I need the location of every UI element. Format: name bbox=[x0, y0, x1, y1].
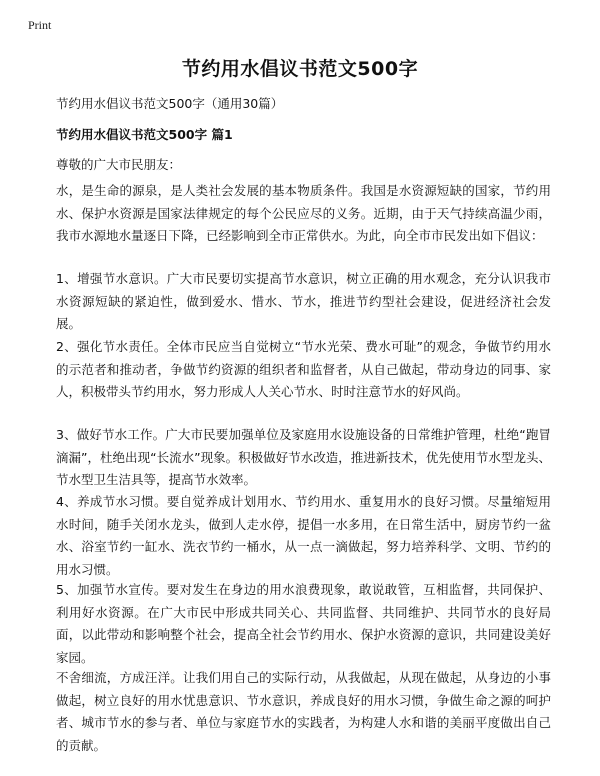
document-title: 节约用水倡议书范文500字 bbox=[181, 58, 419, 80]
print-link[interactable]: Print bbox=[28, 18, 52, 32]
document-subtitle: 节约用水倡议书范文500字（通用30篇） bbox=[56, 96, 284, 111]
paragraph-item-3: 3、做好节水工作。广大市民要加强单位及家庭用水设施设备的日常维护管理，杜绝“跑冒滴漏”，杜绝出现“长流水”现象。积极做好节水改造，推进新技术，优先使用节水型龙头、节水型卫生洁具等，提高节水效率。 bbox=[56, 427, 551, 487]
paragraph-item-1: 1、增强节水意识。广大市民要切实提高节水意识，树立正确的用水观念，充分认识我市水资源短缺的紧迫性，做到爱水、惜水、节水，推进节约型社会建设，促进经济社会发展。 bbox=[56, 271, 551, 331]
greeting: 尊敬的广大市民朋友： bbox=[56, 157, 182, 172]
paragraph-closing: 不舍细流，方成汪洋。让我们用自己的实际行动，从我做起，从现在做起，从身边的小事做起，树立良好的用水忧患意识、节水意识，养成良好的用水习惯，争做生命之源的呵护者、城市节水的参与者、单位与家庭节水的实践者，为构建人水和谐的美丽平度做出自己的贡献。 bbox=[56, 670, 551, 753]
paragraph-item-2: 2、强化节水责任。全体市民应当自觉树立“节水光荣、费水可耻”的观念，争做节约用水的示范者和推动者，争做节约资源的组织者和监督者，从自己做起，带动身边的同事、家人，积极带头节约用水，努力形成人人关心节水、时时注意节水的好风尚。 bbox=[56, 339, 551, 399]
paragraph-intro: 水，是生命的源泉，是人类社会发展的基本物质条件。我国是水资源短缺的国家，节约用水、保护水资源是国家法律规定的每个公民应尽的义务。近期，由于天气持续高温少雨，我市水源地水量逐日下降，已经影响到全市正常供水。为此，向全市市民发出如下倡议： bbox=[56, 183, 551, 243]
section-heading: 节约用水倡议书范文500字 篇1 bbox=[56, 127, 233, 142]
paragraph-item-5: 5、加强节水宣传。要对发生在身边的用水浪费现象，敢说敢管，互相监督，共同保护、利用好水资源。在广大市民中形成共同关心、共同监督、共同维护、共同节水的良好局面，以此带动和影响整个社会，提高全社会节约用水、保护水资源的意识，共同建设美好家园。 bbox=[56, 582, 551, 665]
paragraph-item-4: 4、养成节水习惯。要自觉养成计划用水、节约用水、重复用水的良好习惯。尽量缩短用水时间，随手关闭水龙头，做到人走水停，提倡一水多用，在日常生活中，厨房节约一盆水、浴室节约一缸水、洗衣节约一桶水，从一点一滴做起，努力培养科学、文明、节约的用水习惯。 bbox=[56, 494, 551, 577]
